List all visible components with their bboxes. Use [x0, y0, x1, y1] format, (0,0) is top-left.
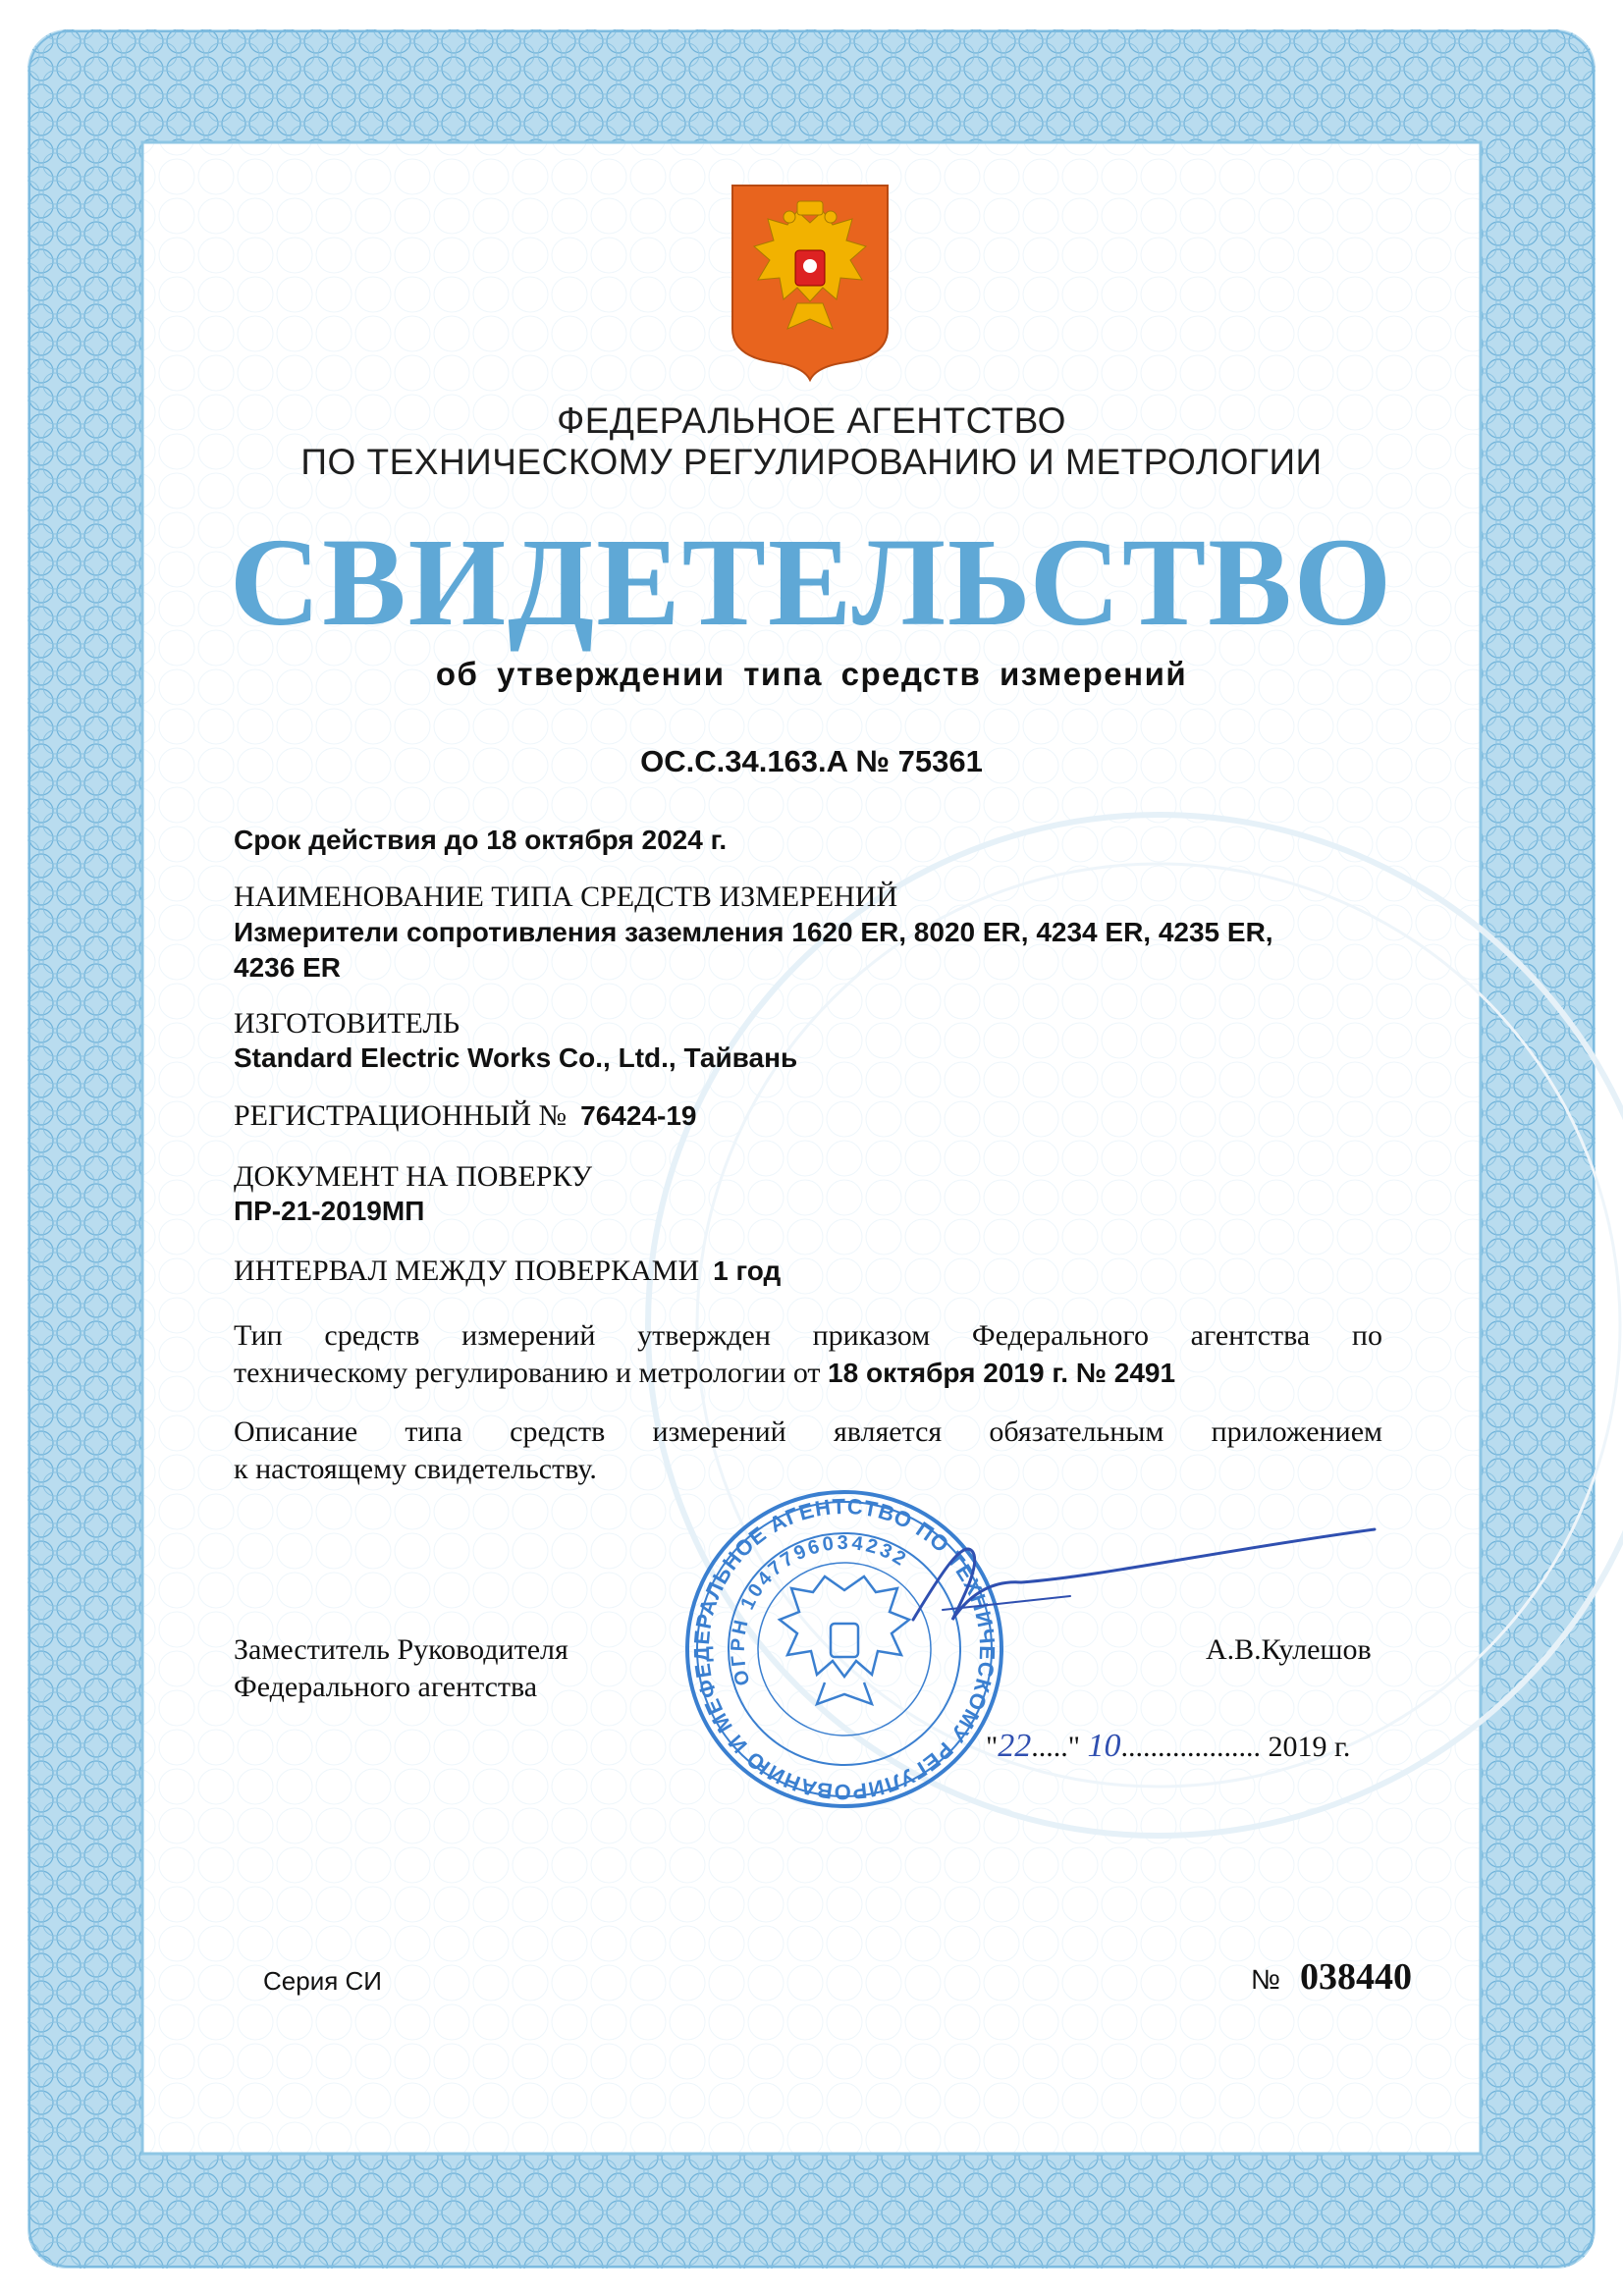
document-subtitle: об утверждении типа средств измерений: [435, 656, 1188, 692]
date-month: 10: [1087, 1728, 1121, 1764]
manufacturer-label: ИЗГОТОВИТЕЛЬ: [234, 1007, 460, 1040]
date-month-dots: ...................: [1120, 1731, 1261, 1763]
order-text-line1: Тип средств измерений утвержден приказом Федерального агентства по: [234, 1319, 1382, 1352]
description-line2: к настоящему свидетельству.: [234, 1453, 597, 1485]
signer-position-line1: Заместитель Руководителя: [234, 1633, 568, 1666]
interval-value: 1 год: [713, 1255, 782, 1286]
agency-name-line1: ФЕДЕРАЛЬНОЕ АГЕНТСТВО: [557, 400, 1066, 441]
order-text-line2: [234, 1355, 1382, 1392]
verification-doc-value: ПР-21-2019МП: [234, 1196, 425, 1226]
interval-label: ИНТЕРВАЛ МЕЖДУ ПОВЕРКАМИ: [234, 1255, 700, 1287]
coat-of-arms-icon: [729, 182, 892, 383]
form-number: [1251, 1955, 1412, 1999]
order-text-line2-start: техническому регулированию и метрологии от: [234, 1357, 829, 1389]
signer-name: А.В.Кулешов: [1206, 1633, 1372, 1666]
registration-value: 76424-19: [580, 1100, 697, 1131]
stamp-outer-text: ФЕДЕРАЛЬНОЕ АГЕНТСТВО ПО ТЕХНИЧЕСКОМУ РЕГУЛИРОВАНИЮ И МЕТРОЛОГИИ: [688, 1493, 1001, 1805]
type-name-label: НАИМЕНОВАНИЕ ТИПА СРЕДСТВ ИЗМЕРЕНИЙ: [234, 881, 898, 913]
form-number-label: №: [1251, 1964, 1281, 1995]
verification-doc-label: ДОКУМЕНТ НА ПОВЕРКУ: [234, 1160, 593, 1193]
certificate-number: OC.C.34.163.A № 75361: [640, 744, 983, 778]
registration-number: [234, 1097, 1382, 1135]
signature-date: [986, 1728, 1350, 1766]
order-date-number: 18 октября 2019 г. № 2491: [828, 1358, 1176, 1388]
form-number-value: 038440: [1300, 1956, 1413, 1998]
registration-label: РЕГИСТРАЦИОННЫЙ №: [234, 1099, 568, 1132]
handwritten-signature: [903, 1512, 1394, 1649]
type-name-value-line1: Измерители сопротивления заземления 1620 ER, 8020 ER, 4234 ER, 4235 ER,: [234, 917, 1273, 947]
date-quote-open: ": [986, 1731, 999, 1763]
verification-interval: [234, 1253, 1382, 1290]
validity-date: Срок действия до 18 октября 2024 г.: [234, 825, 728, 855]
document-title: СВИДЕТЕЛЬСТВО: [229, 512, 1394, 652]
agency-name-line2: ПО ТЕХНИЧЕСКОМУ РЕГУЛИРОВАНИЮ И МЕТРОЛОГИИ: [300, 442, 1323, 482]
description-line1: Описание типа средств измерений является обязательным приложением: [234, 1415, 1382, 1448]
type-name-value-line2: 4236 ER: [234, 952, 341, 983]
date-day: 22: [998, 1728, 1032, 1764]
stamp-inner-text: ОГРН 1047796034232: [727, 1531, 912, 1688]
date-day-dots: .....: [1031, 1731, 1068, 1763]
manufacturer-value: Standard Electric Works Co., Ltd., Тайвань: [234, 1042, 798, 1073]
date-year: 2019 г.: [1268, 1731, 1351, 1763]
series-label: Серия СИ: [263, 1966, 382, 1996]
date-quote-close: ": [1067, 1731, 1088, 1763]
signer-position-line2: Федерального агентства: [234, 1671, 538, 1703]
